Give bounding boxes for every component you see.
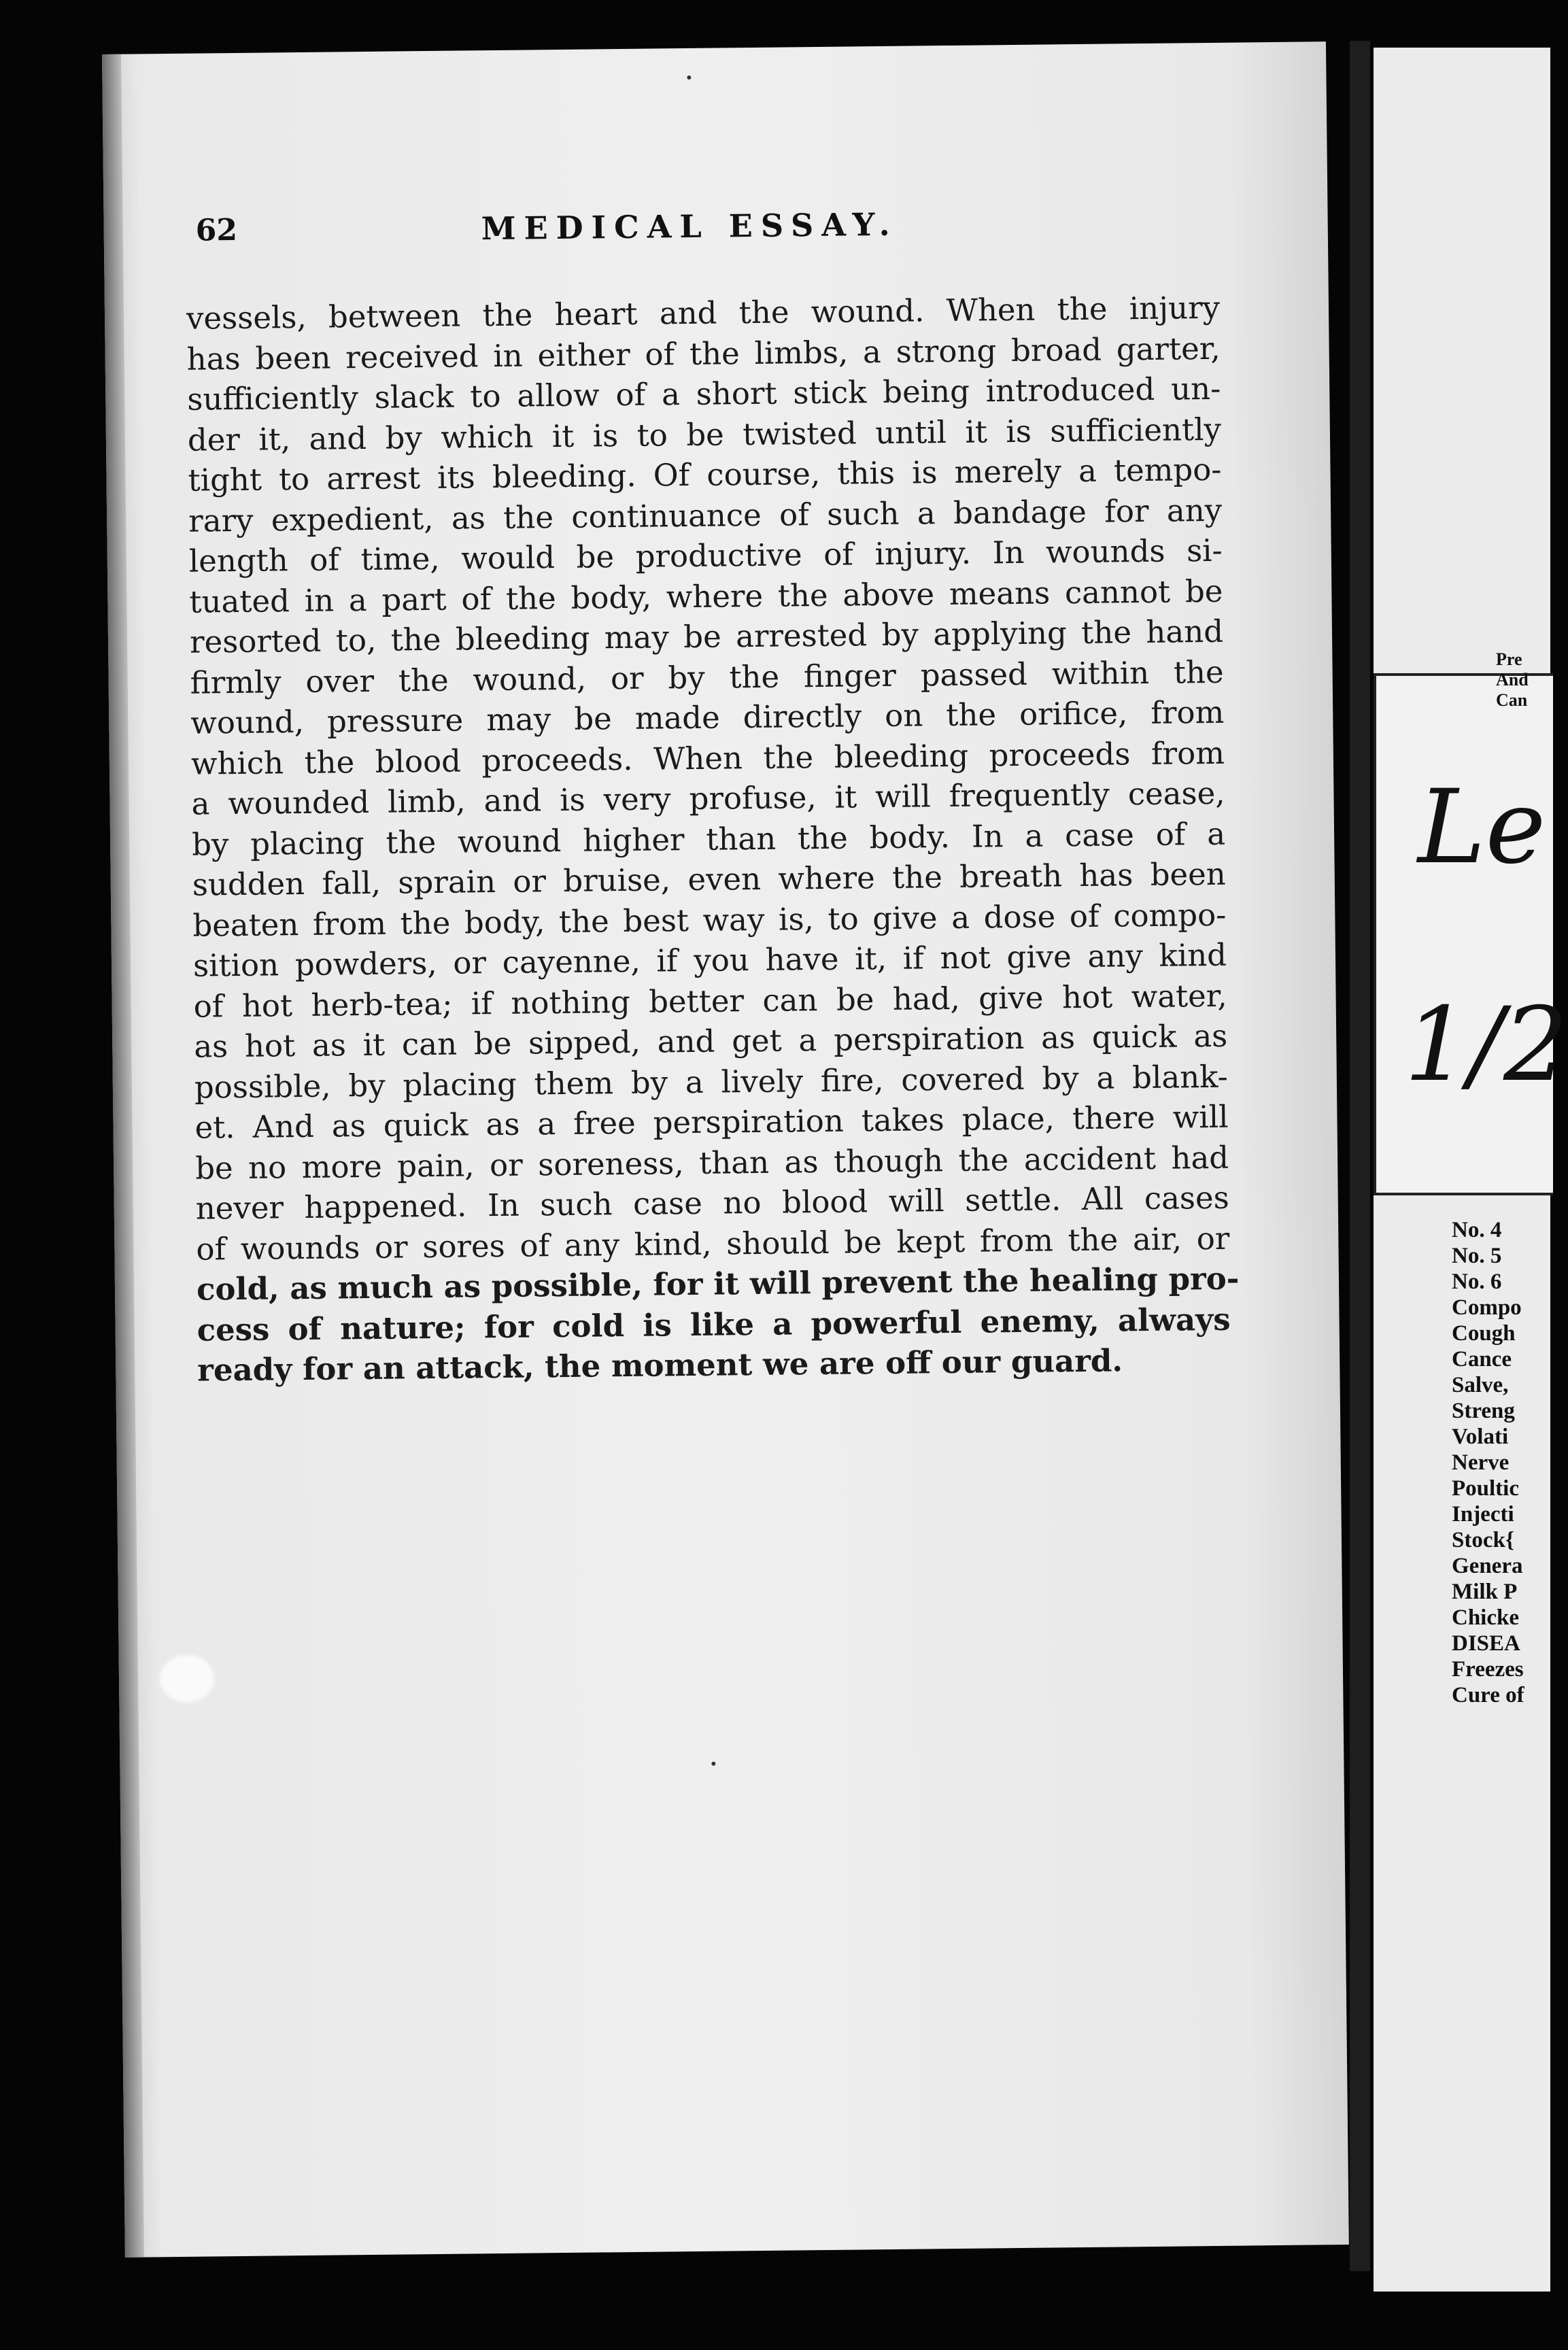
text-line: ready for an attack, the moment we are off our guard.	[197, 1342, 1123, 1389]
text-line: of hot herb-tea; if nothing better can be had, give hot water,	[193, 977, 1227, 1025]
page-header	[195, 203, 1175, 267]
text-line: never happened. In such case no blood will settle. All cases	[195, 1179, 1229, 1227]
text-line: by placing the wound higher than the body. In a case of a	[191, 815, 1226, 863]
pasted-label	[1374, 673, 1553, 1195]
index-item: No. 5	[1452, 1244, 1502, 1268]
index-item: Salve,	[1452, 1373, 1509, 1397]
text-line: has been received in either of the limbs, a strong broad garter,	[186, 330, 1221, 377]
text-line: wound, pressure may be made directly on the orifice, from	[190, 694, 1225, 741]
index-item: Injecti	[1452, 1502, 1514, 1527]
handwritten-text: 1/2	[1404, 986, 1568, 1104]
paper-stain	[160, 1654, 215, 1703]
main-page	[102, 41, 1349, 2258]
index-item: Genera	[1452, 1554, 1523, 1578]
handwritten-text: Le	[1418, 768, 1546, 887]
label-line: And	[1496, 670, 1529, 689]
book-spine	[1350, 41, 1370, 2271]
label-line: Pre	[1496, 649, 1522, 669]
text-line: sufficiently slack to allow of a short stick being introduced un-	[187, 370, 1221, 418]
index-item: Chicke	[1452, 1605, 1519, 1630]
text-line: be no more pain, or soreness, than as though the accident had	[194, 1139, 1229, 1187]
text-line: tight to arrest its bleeding. Of course, this is merely a tempo-	[188, 451, 1222, 498]
text-line: sition powders, or cayenne, if you have it, if not give any kind	[192, 936, 1227, 984]
text-line: tuated in a part of the body, where the above means cannot be	[189, 573, 1223, 620]
index-item: Cance	[1452, 1347, 1512, 1372]
text-line: of wounds or sores of any kind, should be kept from the air, or	[196, 1220, 1230, 1267]
label-line: Can	[1496, 690, 1528, 710]
text-line: beaten from the body, the best way is, to give a dose of compo-	[192, 896, 1227, 944]
body-text	[186, 288, 1240, 1391]
text-line: vessels, between the heart and the wound. When the injury	[186, 289, 1221, 337]
running-title: MEDICAL ESSAY.	[481, 205, 898, 248]
text-line: cess of nature; for cold is like a powerful enemy, always	[197, 1301, 1231, 1348]
index-item: Stock{	[1452, 1528, 1514, 1552]
text-line: resorted to, the bleeding may be arrested by applying the hand	[189, 613, 1224, 660]
index-item: No. 6	[1452, 1270, 1502, 1294]
text-line: cold, as much as possible, for it will prevent the healing pro-	[196, 1260, 1240, 1308]
index-item: Streng	[1452, 1399, 1515, 1423]
text-line: which the blood proceeds. When the bleeding proceeds from	[190, 734, 1225, 782]
index-item: DISEA	[1452, 1631, 1520, 1656]
index-item: Freezes	[1452, 1657, 1524, 1682]
paper-speck	[687, 75, 691, 80]
text-line: possible, by placing them by a lively fire, covered by a blank-	[194, 1058, 1229, 1106]
index-list	[1452, 1217, 1524, 1708]
text-line: et. And as quick as a free perspiration takes place, there will	[194, 1098, 1229, 1146]
index-item: Poultic	[1452, 1476, 1519, 1501]
index-item: Volati	[1452, 1425, 1509, 1449]
page-number: 62	[195, 212, 238, 248]
page-edge	[102, 54, 144, 2258]
text-line: firmly over the wound, or by the finger passed within the	[190, 653, 1224, 701]
text-line: length of time, would be productive of injury. In wounds si-	[188, 532, 1223, 579]
index-item: No. 4	[1452, 1218, 1502, 1242]
text-line: rary expedient, as the continuance of such a bandage for any	[188, 492, 1223, 539]
text-line: as hot as it can be sipped, and get a perspiration as quick as	[194, 1017, 1228, 1065]
index-item: Compo	[1452, 1295, 1522, 1320]
label-printed-lines	[1496, 649, 1529, 711]
text-line: sudden fall, sprain or bruise, even where the breath has been	[192, 855, 1226, 903]
index-item: Cough	[1452, 1321, 1516, 1346]
index-item: Nerve	[1452, 1450, 1510, 1475]
paper-speck	[711, 1762, 715, 1766]
text-line: der it, and by which it is to be twisted until it is sufficiently	[187, 411, 1222, 458]
index-item: Cure of	[1452, 1683, 1524, 1707]
index-item: Milk P	[1452, 1580, 1518, 1604]
text-line: a wounded limb, and is very profuse, it will frequently cease,	[191, 774, 1225, 822]
